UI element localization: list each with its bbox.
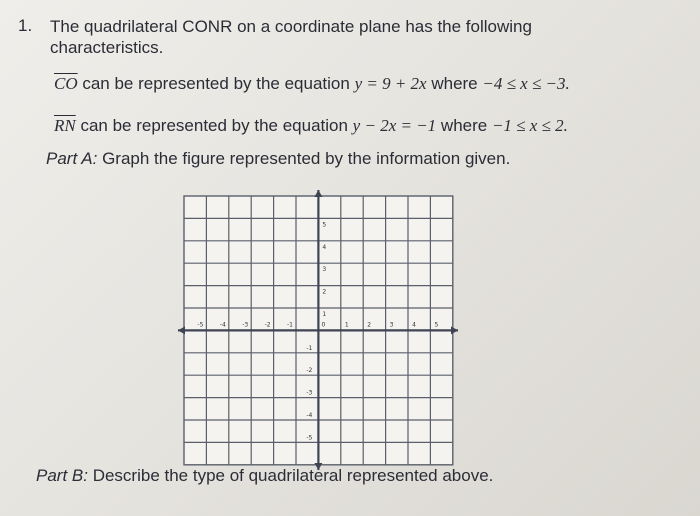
part-a bbox=[46, 149, 510, 169]
y-tick-label: 1 bbox=[322, 311, 327, 318]
x-axis-arrow-left bbox=[178, 326, 185, 334]
x-tick-label: 1 bbox=[344, 321, 349, 329]
part-b-text: Describe the type of quadrilateral represented above. bbox=[87, 466, 494, 485]
x-tick-label: -4 bbox=[219, 321, 226, 329]
y-tick-label: -5 bbox=[306, 434, 313, 442]
x-tick-label: -3 bbox=[242, 321, 249, 329]
x-tick-label: 4 bbox=[412, 321, 416, 329]
co-segment-label: $\overline{CO}$ bbox=[54, 74, 78, 93]
x-tick-label: 3 bbox=[389, 321, 394, 329]
x-axis-arrow-right bbox=[451, 326, 458, 334]
part-a-label: Part A: bbox=[46, 149, 98, 168]
rn-where: where bbox=[436, 116, 492, 135]
y-tick-label: -1 bbox=[306, 344, 313, 352]
x-tick-label: -2 bbox=[264, 321, 271, 329]
intro-line-2: characteristics. bbox=[50, 38, 164, 57]
part-a-text: Graph the figure represented by the information given. bbox=[97, 149, 511, 168]
y-axis-arrow-up bbox=[314, 190, 322, 197]
co-equation-line bbox=[54, 74, 570, 94]
question-intro bbox=[50, 16, 650, 58]
y-tick-label: 2 bbox=[322, 288, 327, 296]
origin-label: 0 bbox=[321, 321, 326, 329]
y-tick-label: -3 bbox=[306, 389, 313, 397]
part-b bbox=[36, 466, 493, 486]
x-tick-label: 2 bbox=[367, 321, 372, 329]
rn-domain: −1 ≤ x ≤ 2. bbox=[491, 116, 568, 135]
y-tick-label: -2 bbox=[306, 367, 313, 375]
rn-text: can be represented by the equation bbox=[75, 116, 353, 135]
rn-segment-label: $\overline{RN}$ bbox=[54, 116, 76, 135]
intro-line-1: The quadrilateral CONR on a coordinate plane has the following bbox=[50, 17, 532, 36]
co-where: where bbox=[426, 74, 483, 93]
x-tick-label: -1 bbox=[287, 321, 293, 329]
x-tick-label: -5 bbox=[197, 321, 204, 329]
x-tick-label: 5 bbox=[434, 321, 439, 329]
co-domain: −4 ≤ x ≤ −3. bbox=[482, 74, 570, 93]
coordinate-grid[interactable] bbox=[176, 188, 460, 472]
y-tick-label: 4 bbox=[322, 243, 327, 251]
co-text: can be represented by the equation bbox=[77, 74, 355, 93]
question-number: 1. bbox=[18, 16, 33, 35]
y-tick-label: 3 bbox=[322, 266, 327, 274]
part-b-label: Part B: bbox=[36, 466, 88, 485]
y-tick-label: 5 bbox=[322, 221, 327, 229]
rn-equation: y − 2x = −1 bbox=[352, 116, 437, 135]
rn-equation-line bbox=[54, 116, 568, 136]
co-equation: y = 9 + 2x bbox=[354, 74, 427, 93]
y-tick-label: -4 bbox=[306, 412, 313, 419]
